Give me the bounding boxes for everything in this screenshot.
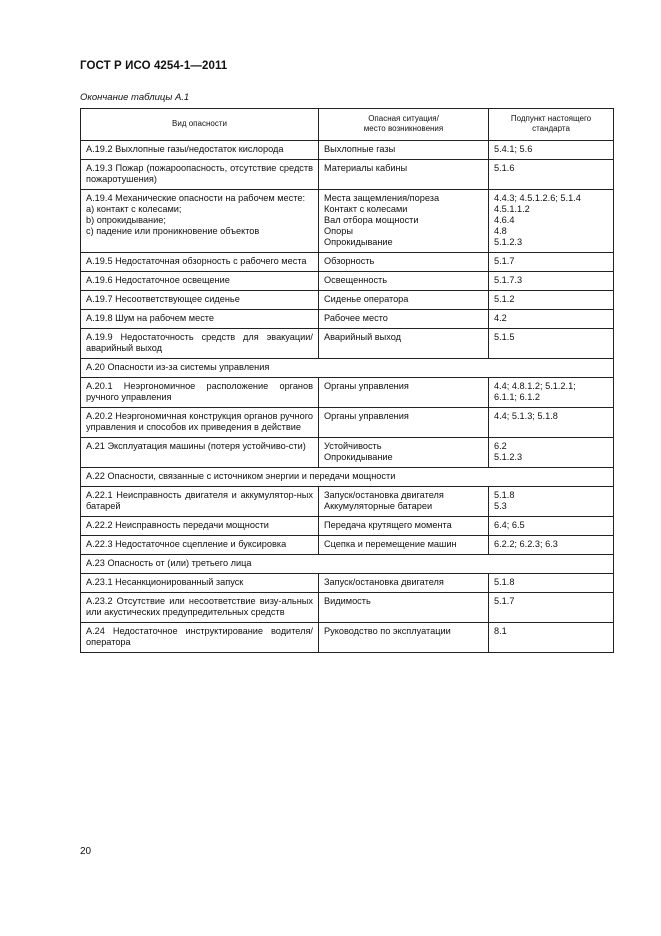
hazard-cell: А.19.6 Недостаточное освещение <box>81 272 319 291</box>
table-row <box>81 291 614 310</box>
hazard-cell: А.22.3 Недостаточное сцепление и буксировка <box>81 536 319 555</box>
hazard-cell: А.19.3 Пожар (пожароопасность, отсутствие средств пожаротушения) <box>81 160 319 190</box>
table-body <box>81 141 614 653</box>
subclause-cell: 6.2.2; 6.2.3; 6.3 <box>489 536 614 555</box>
table-section-row <box>81 468 614 487</box>
table-row <box>81 329 614 359</box>
subclause-cell: 6.4; 6.5 <box>489 517 614 536</box>
hazard-cell: А.24 Недостаточное инструктирование водителя/ оператора <box>81 623 319 653</box>
section-title: А.22 Опасности, связанные с источником энергии и передачи мощности <box>81 468 614 487</box>
table-row <box>81 408 614 438</box>
table-row <box>81 160 614 190</box>
subclause-cell: 5.1.8 5.3 <box>489 487 614 517</box>
hazard-cell: А.19.5 Недостаточная обзорность с рабочего места <box>81 253 319 272</box>
table-row <box>81 190 614 253</box>
subclause-cell: 5.1.7 <box>489 593 614 623</box>
table-row <box>81 487 614 517</box>
hazard-cell: А.19.4 Механические опасности на рабочем месте: а) контакт с колесами; b) опрокидывание; с) падение или проникновение объектов <box>81 190 319 253</box>
subclause-cell: 5.1.8 <box>489 574 614 593</box>
hazard-cell: А.23.1 Несанкционированный запуск <box>81 574 319 593</box>
subclause-cell: 4.4; 5.1.3; 5.1.8 <box>489 408 614 438</box>
situation-cell: Запуск/остановка двигателя Аккумуляторные батареи <box>319 487 489 517</box>
table-row <box>81 310 614 329</box>
subclause-cell: 5.1.5 <box>489 329 614 359</box>
situation-cell: Выхлопные газы <box>319 141 489 160</box>
situation-cell: Аварийный выход <box>319 329 489 359</box>
hazard-cell: А.19.7 Несоответствующее сиденье <box>81 291 319 310</box>
hazard-cell: А.19.8 Шум на рабочем месте <box>81 310 319 329</box>
situation-cell: Видимость <box>319 593 489 623</box>
subclause-cell: 4.4.3; 4.5.1.2.6; 5.1.4 4.5.1.1.2 4.6.4 4.8 5.1.2.3 <box>489 190 614 253</box>
hazard-cell: А.22.1 Неисправность двигателя и аккумулятор-ных батарей <box>81 487 319 517</box>
situation-cell: Сцепка и перемещение машин <box>319 536 489 555</box>
situation-cell: Сиденье оператора <box>319 291 489 310</box>
table-header-row <box>81 109 614 141</box>
subclause-cell: 4.4; 4.8.1.2; 5.1.2.1; 6.1.1; 6.1.2 <box>489 378 614 408</box>
situation-cell: Органы управления <box>319 408 489 438</box>
table-row <box>81 253 614 272</box>
table-row <box>81 536 614 555</box>
subclause-cell: 5.1.6 <box>489 160 614 190</box>
table-row <box>81 141 614 160</box>
subclause-cell: 5.1.7.3 <box>489 272 614 291</box>
situation-cell: Материалы кабины <box>319 160 489 190</box>
hazard-cell: А.20.1 Неэргономичное расположение органов ручного управления <box>81 378 319 408</box>
situation-cell: Обзорность <box>319 253 489 272</box>
hazard-cell: А.21 Эксплуатация машины (потеря устойчиво-сти) <box>81 438 319 468</box>
situation-cell: Запуск/остановка двигателя <box>319 574 489 593</box>
hazard-cell: А.23.2 Отсутствие или несоответствие визу-альных или акустических предупредительных средств <box>81 593 319 623</box>
situation-cell: Рабочее место <box>319 310 489 329</box>
table-row <box>81 593 614 623</box>
subclause-cell: 4.2 <box>489 310 614 329</box>
hazard-cell: А.20.2 Неэргономичная конструкция органов ручного управления и способов их приведения в действие <box>81 408 319 438</box>
table-section-row <box>81 555 614 574</box>
table-row <box>81 623 614 653</box>
table-row <box>81 438 614 468</box>
table-row <box>81 378 614 408</box>
column-header-subclause: Подпункт настоящего стандарта <box>489 109 614 141</box>
page-number: 20 <box>80 846 92 857</box>
table-section-row <box>81 359 614 378</box>
subclause-cell: 5.1.7 <box>489 253 614 272</box>
hazard-table <box>80 108 614 653</box>
situation-cell: Места защемления/пореза Контакт с колесами Вал отбора мощности Опоры Опрокидывание <box>319 190 489 253</box>
subclause-cell: 5.4.1; 5.6 <box>489 141 614 160</box>
subclause-cell: 6.2 5.1.2.3 <box>489 438 614 468</box>
hazard-cell: А.19.9 Недостаточность средств для эвакуации/ аварийный выход <box>81 329 319 359</box>
section-title: А.20 Опасности из-за системы управления <box>81 359 614 378</box>
section-title: А.23 Опасность от (или) третьего лица <box>81 555 614 574</box>
hazard-cell: А.22.2 Неисправность передачи мощности <box>81 517 319 536</box>
situation-cell: Устойчивость Опрокидывание <box>319 438 489 468</box>
situation-cell: Передача крутящего момента <box>319 517 489 536</box>
table-caption: Окончание таблицы А.1 <box>80 92 190 103</box>
table-row <box>81 517 614 536</box>
column-header-hazard-type: Вид опасности <box>81 109 319 141</box>
hazard-cell: А.19.2 Выхлопные газы/недостаток кислорода <box>81 141 319 160</box>
situation-cell: Руководство по эксплуатации <box>319 623 489 653</box>
situation-cell: Освещенность <box>319 272 489 291</box>
subclause-cell: 8.1 <box>489 623 614 653</box>
column-header-situation: Опасная ситуация/ место возникновения <box>319 109 489 141</box>
subclause-cell: 5.1.2 <box>489 291 614 310</box>
situation-cell: Органы управления <box>319 378 489 408</box>
document-header: ГОСТ Р ИСО 4254-1—2011 <box>80 60 228 72</box>
table-row <box>81 272 614 291</box>
table-row <box>81 574 614 593</box>
table-header <box>81 109 614 141</box>
